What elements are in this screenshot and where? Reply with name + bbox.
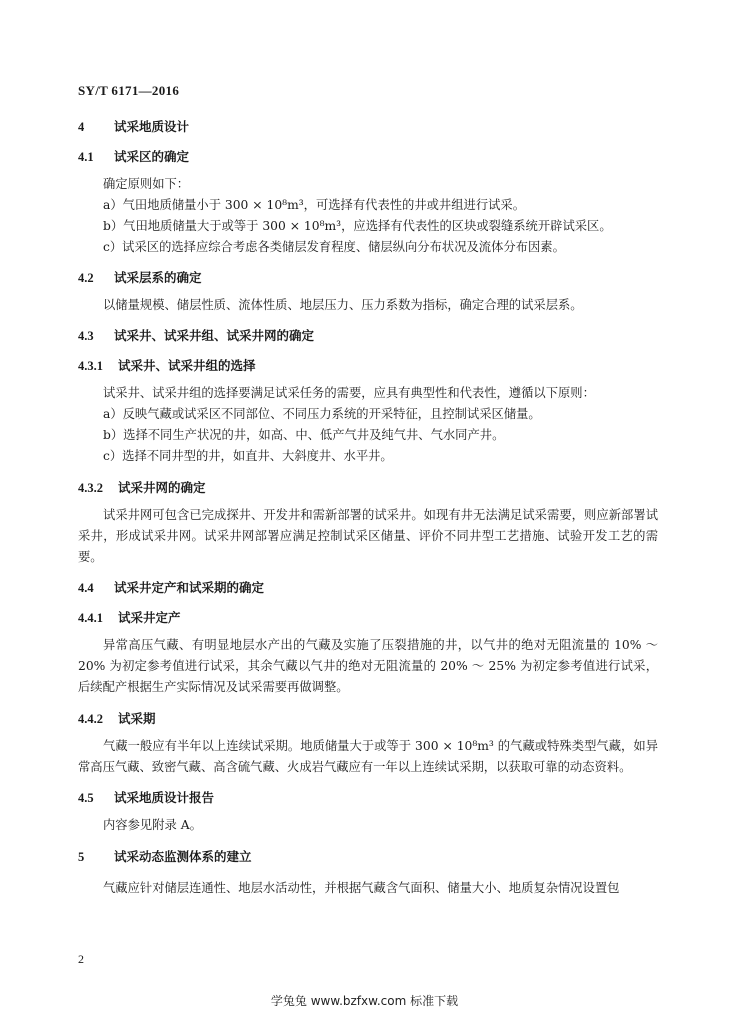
section-4-4-1-heading: 4.4.1 试采井定产 xyxy=(78,610,181,625)
section-4-3-heading: 4.3 试采井、试采井组、试采井网的确定 xyxy=(78,328,315,343)
document-content xyxy=(78,118,658,899)
section-4-heading: 4 试采地质设计 xyxy=(78,119,190,134)
section-4-4-2-text: 气藏一般应有半年以上连续试采期。地质储量大于或等于 300 × 10⁸m³ 的气藏或特殊类型气藏，如异常高压气藏、致密气藏、高含硫气藏、火成岩气藏应有一年以上连续试采期，以获取可靠的动态资料。 xyxy=(78,739,658,774)
list-item: b）气田地质储量大于或等于 300 × 10⁸m³，应选择有代表性的区块或裂缝系统开辟试采区。 xyxy=(103,219,612,233)
list-item: a）反映气藏或试采区不同部位、不同压力系统的开采特征，且控制试采区储量。 xyxy=(103,407,541,421)
section-4-4-2-heading: 4.4.2 试采期 xyxy=(78,711,156,726)
list-item: c）选择不同井型的井，如直井、大斜度井、水平井。 xyxy=(103,449,393,463)
section-5-heading: 5 试采动态监测体系的建立 xyxy=(78,849,252,864)
standard-code: SY/T 6171—2016 xyxy=(78,83,180,98)
section-4-3-1-intro: 试采井、试采井组的选择要满足试采任务的需要，应具有典型性和代表性，遵循以下原则： xyxy=(103,386,595,400)
section-4-1-intro: 确定原则如下： xyxy=(103,177,190,191)
section-4-3-1-heading: 4.3.1 试采井、试采井组的选择 xyxy=(78,358,256,373)
section-4-2-heading: 4.2 试采层系的确定 xyxy=(78,270,202,285)
page-number: 2 xyxy=(78,952,84,966)
section-4-4-1-text: 异常高压气藏、有明显地层水产出的气藏及实施了压裂措施的井，以气井的绝对无阻流量的 10% ～ 20% 为初定参考值进行试采，其余气藏以气井的绝对无阻流量的 20% ～ 25% 为初定参考值进行试采，后续配产根据生产实际情况及试采需要再做调整。 xyxy=(78,638,658,694)
section-4-3-2-heading: 4.3.2 试采井网的确定 xyxy=(78,480,206,495)
section-4-2-text: 以储量规模、储层性质、流体性质、地层压力、压力系数为指标，确定合理的试采层系。 xyxy=(103,298,583,312)
list-item: c）试采区的选择应综合考虑各类储层发育程度、储层纵向分布状况及流体分布因素。 xyxy=(103,240,565,254)
list-item: b）选择不同生产状况的井，如高、中、低产气井及纯气井、气水同产井。 xyxy=(103,428,505,442)
section-4-3-2-text: 试采井网可包含已完成探井、开发井和需新部署的试采井。如现有井无法满足试采需要，则应新部署试采井，形成试采井网。试采井网部署应满足控制试采区储量、评价不同井型工艺措施、试验开发工艺的需要。 xyxy=(78,508,658,564)
section-4-4-heading: 4.4 试采井定产和试采期的确定 xyxy=(78,580,265,595)
footer-watermark-text: 学兔兔 www.bzfxw.com 标准下载 xyxy=(270,994,459,1008)
section-4-1-heading: 4.1 试采区的确定 xyxy=(78,149,190,164)
list-item: a）气田地质储量小于 300 × 10⁸m³，可选择有代表性的井或井组进行试采。 xyxy=(103,198,526,212)
section-4-5-text: 内容参见附录 A。 xyxy=(103,818,202,832)
section-4-5-heading: 4.5 试采地质设计报告 xyxy=(78,790,215,805)
section-5-text: 气藏应针对储层连通性、地层水活动性，并根据气藏含气面积、储量大小、地质复杂情况设置包 xyxy=(103,881,620,895)
